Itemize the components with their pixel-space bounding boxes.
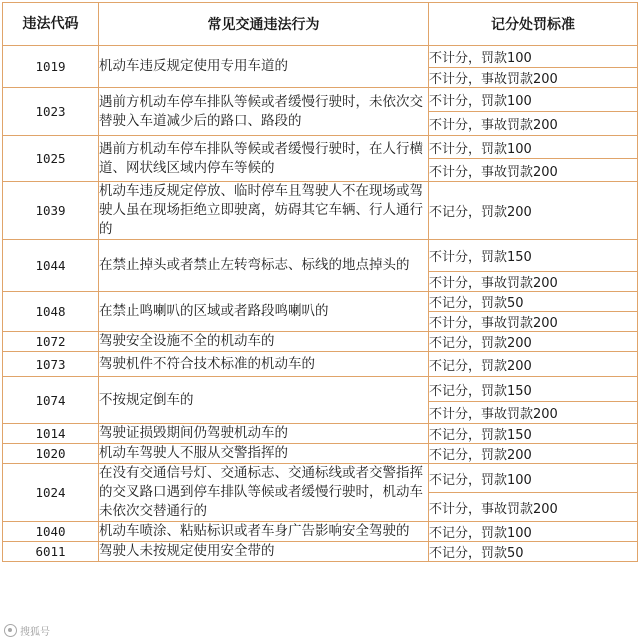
sohu-logo-icon: [4, 624, 17, 637]
violation-code: 1014: [3, 424, 99, 444]
violation-code: 1072: [3, 332, 99, 352]
header-penalty: 记分处罚标准: [429, 3, 638, 46]
table-row: [3, 292, 638, 312]
violation-description: 遇前方机动车停车排队等候或者缓慢行驶时，未依次交替驶入车道减少后的路口、路段的: [99, 88, 429, 136]
header-behavior: 常见交通违法行为: [99, 3, 429, 46]
violation-description: 驾驶机件不符合技术标准的机动车的: [99, 352, 429, 377]
penalty-cell: 不计分，事故罚款200: [429, 112, 638, 136]
violation-code: 1023: [3, 88, 99, 136]
penalty-cell: 不记分，罚款50: [429, 542, 638, 562]
violation-description: 机动车违反规定使用专用车道的: [99, 46, 429, 88]
violation-description: 在没有交通信号灯、交通标志、交通标线或者交警指挥的交叉路口遇到停车排队等候或者缓慢行驶时，机动车未依次交替通行的: [99, 464, 429, 522]
penalty-cell: 不计分，事故罚款200: [429, 159, 638, 182]
violation-code: 1074: [3, 377, 99, 424]
penalty-cell: 不计分，事故罚款200: [429, 68, 638, 88]
penalty-cell: 不计分，罚款150: [429, 240, 638, 272]
violation-description: 在禁止鸣喇叭的区域或者路段鸣喇叭的: [99, 292, 429, 332]
violation-code: 1019: [3, 46, 99, 88]
penalty-cell: 不计分，事故罚款200: [429, 312, 638, 332]
violation-description: 驾驶证损毁期间仍驾驶机动车的: [99, 424, 429, 444]
table-body: [3, 46, 638, 562]
penalty-cell: 不记分，罚款150: [429, 377, 638, 402]
violation-code: 1039: [3, 182, 99, 240]
penalty-cell: 不记分，罚款200: [429, 352, 638, 377]
violation-code: 1020: [3, 444, 99, 464]
violation-code: 1044: [3, 240, 99, 292]
violation-description: 驾驶人未按规定使用安全带的: [99, 542, 429, 562]
violation-description: 在禁止掉头或者禁止左转弯标志、标线的地点掉头的: [99, 240, 429, 292]
penalty-cell: 不记分，罚款100: [429, 522, 638, 542]
penalty-cell: 不计分，事故罚款200: [429, 493, 638, 522]
penalty-cell: 不记分，罚款50: [429, 292, 638, 312]
table-row: [3, 182, 638, 240]
table-row: [3, 240, 638, 272]
table-row: [3, 542, 638, 562]
violation-description: 遇前方机动车停车排队等候或者缓慢行驶时，在人行横道、网状线区域内停车等候的: [99, 136, 429, 182]
penalty-cell: 不计分，事故罚款200: [429, 272, 638, 292]
watermark-text: 搜狐号: [20, 626, 50, 638]
violation-description: 机动车驾驶人不服从交警指挥的: [99, 444, 429, 464]
violation-description: 机动车违反规定停放、临时停车且驾驶人不在现场或驾驶人虽在现场拒绝立即驶离，妨碍其它车辆、行人通行的: [99, 182, 429, 240]
violation-table: [2, 2, 638, 562]
violation-description: 机动车喷涂、粘贴标识或者车身广告影响安全驾驶的: [99, 522, 429, 542]
table-row: [3, 88, 638, 112]
table-row: [3, 352, 638, 377]
penalty-cell: 不计分，事故罚款200: [429, 402, 638, 424]
table-row: [3, 332, 638, 352]
table-row: [3, 464, 638, 493]
table-row: [3, 522, 638, 542]
violation-description: 不按规定倒车的: [99, 377, 429, 424]
penalty-cell: 不记分，罚款200: [429, 444, 638, 464]
penalty-cell: 不记分，罚款200: [429, 332, 638, 352]
table-row: [3, 444, 638, 464]
watermark: [4, 620, 50, 640]
table-row: [3, 136, 638, 159]
violation-code: 1025: [3, 136, 99, 182]
violation-code: 1040: [3, 522, 99, 542]
penalty-cell: 不计分，罚款100: [429, 88, 638, 112]
violation-code: 1024: [3, 464, 99, 522]
table-row: [3, 46, 638, 68]
table-row: [3, 424, 638, 444]
penalty-cell: 不计分，罚款100: [429, 46, 638, 68]
violation-description: 驾驶安全设施不全的机动车的: [99, 332, 429, 352]
violation-code: 1073: [3, 352, 99, 377]
penalty-cell: 不记分，罚款200: [429, 182, 638, 240]
penalty-cell: 不计分，罚款100: [429, 136, 638, 159]
penalty-cell: 不记分，罚款100: [429, 464, 638, 493]
table-header: [3, 3, 638, 46]
violation-code: 6011: [3, 542, 99, 562]
violation-code: 1048: [3, 292, 99, 332]
penalty-cell: 不记分，罚款150: [429, 424, 638, 444]
header-code: 违法代码: [3, 3, 99, 46]
table-row: [3, 377, 638, 402]
